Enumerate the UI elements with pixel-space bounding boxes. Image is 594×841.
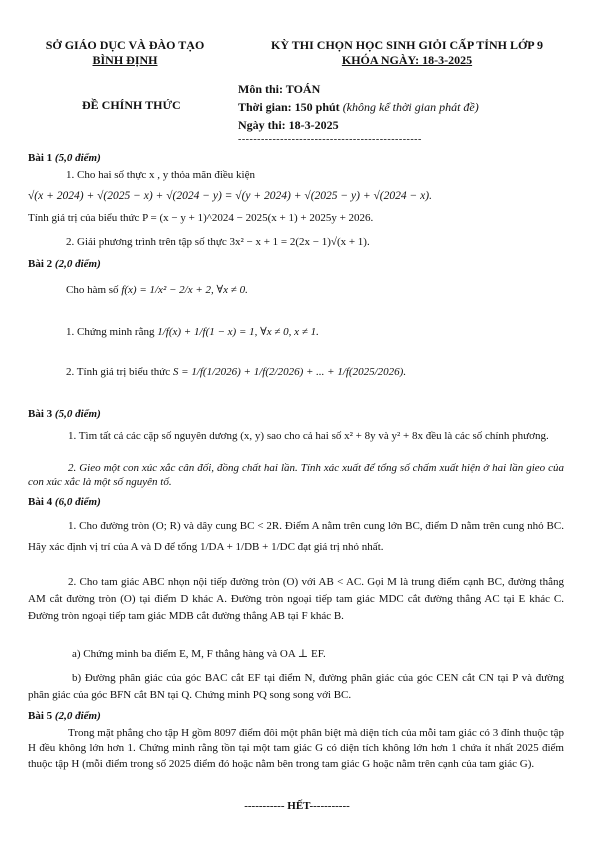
bai1-points: (5,0 điểm) [54, 152, 101, 164]
bai4-part2b: b) Đường phân giác của góc BAC cắt EF tại điểm N, đường phân giác của góc CEN cắt CN tại P và đường phân giác của góc BFN cắt BN tại Q. Chứng minh PQ song song với BC. [28, 672, 564, 702]
bai1-question: Tính giá trị của biểu thức P = (x − y + 1)^2024 − 2025(x + 1) + 2025y + 2026. [28, 212, 374, 224]
official-label: ĐỀ CHÍNH THỨC [82, 98, 181, 112]
exam-session-date: KHÓA NGÀY: 18-3-2025 [341, 53, 473, 67]
bai2-part2-equation: S = 1/f(1/2026) + 1/f(2/2026) + ... + 1/f(2025/2026). [172, 366, 407, 378]
bai2-function: f(x) = 1/x² − 2/x + 2, ∀x ≠ 0. [121, 284, 248, 296]
bai5-body: Trong mặt phẳng cho tập H gồm 8097 điểm đôi một phân biệt mà diện tích của mỗi tam giác có 3 đỉnh thuộc tập H đều không lớn hơn 1. Chứng minh rằng tồn tại một tam giác G có diện tích không lớn hơn 1 chứa ít nhất 2025 điểm thuộc tập H (mỗi điểm trong số 2025 điểm đó hoặc nằm bên trong tam giác G hoặc nằm trên cạnh của tam giác G). [28, 727, 564, 770]
bai5-points: (2,0 điểm) [54, 710, 101, 722]
bai4-part2a: a) Chứng minh ba điểm E, M, F thẳng hàng và OA ⊥ EF. [72, 648, 326, 660]
bai2-part1-line [66, 326, 319, 340]
bai1-title: Bài 1 [28, 152, 53, 164]
bai2-title: Bài 2 [28, 258, 53, 270]
time-label: Thời gian: 150 phút [238, 100, 340, 114]
header-rule: ------------------------------------------------ [238, 134, 422, 145]
bai4-points: (6,0 điểm) [54, 496, 101, 508]
department-name [40, 38, 210, 68]
bai4-part2: 2. Cho tam giác ABC nhọn nội tiếp đường tròn (O) với AB < AC. Gọi M là trung điểm cạnh BC, đường thẳng AM cắt đường tròn (O) tại điểm D khác A. Đường tròn ngoại tiếp tam giác MDC cắt đường thẳng AC tại E khác C. Đường tròn ngoại tiếp tam giác MDB cắt đường thẳng AB tại F khác B. [28, 576, 564, 623]
time-note: (không kể thời gian phát đề) [342, 100, 479, 114]
bai3-heading [28, 408, 101, 422]
exam-title-block [232, 38, 582, 68]
bai2-intro: Cho hàm số [66, 284, 119, 296]
bai1-part2: 2. Giải phương trình trên tập số thực 3x² − x + 1 = 2(2x − 1)√(x + 1). [66, 236, 370, 248]
bai2-heading [28, 258, 101, 272]
bai2-points: (2,0 điểm) [54, 258, 101, 270]
bai1-equation: √(x + 2024) + √(2025 − x) + √(2024 − y) = √(y + 2024) + √(2025 − y) + √(2024 − x). [28, 190, 432, 202]
bai2-function-line [66, 284, 248, 298]
bai2-part2-label: 2. Tính giá trị biểu thức [66, 366, 171, 378]
department-line-1: SỞ GIÁO DỤC VÀ ĐÀO TẠO [45, 38, 205, 52]
bai4-part1: 1. Cho đường tròn (O; R) và dây cung BC < 2R. Điểm A nằm trên cung lớn BC, điểm D nằm trên cung nhỏ BC. Hãy xác định vị trí của A và D để tổng 1/DA + 1/DB + 1/DC đạt giá trị nhỏ nhất. [28, 520, 564, 553]
bai5-heading [28, 710, 101, 724]
bai3-title: Bài 3 [28, 408, 53, 420]
bai2-part2-line [66, 366, 406, 380]
time-line [238, 100, 479, 115]
bai3-part1: 1. Tìm tất cả các cặp số nguyên dương (x, y) sao cho cả hai số x² + 8y và y² + 8x đều là các số chính phương. [68, 430, 549, 442]
bai2-part1-label: 1. Chứng minh rằng [66, 326, 155, 338]
bai3-points: (5,0 điểm) [54, 408, 101, 420]
end-marker: ----------- HẾT----------- [244, 800, 350, 812]
bai3-part2: 2. Gieo một con xúc xắc cân đối, đồng chất hai lần. Tính xác xuất để tổng số chấm xuất hiện ở hai lần gieo của con xúc xắc là một số nguyên tố. [28, 462, 564, 488]
bai4-heading [28, 496, 101, 510]
bai1-heading [28, 152, 101, 166]
bai2-part1-equation: 1/f(x) + 1/f(1 − x) = 1, ∀x ≠ 0, x ≠ 1. [157, 326, 319, 338]
subject-label: Môn thi: TOÁN [238, 82, 321, 96]
exam-title: KỲ THI CHỌN HỌC SINH GIỎI CẤP TỈNH LỚP 9 [271, 38, 543, 52]
department-line-2: BÌNH ĐỊNH [92, 53, 158, 67]
bai1-intro: 1. Cho hai số thực x , y thỏa mãn điều kiện [66, 169, 255, 181]
bai4-title: Bài 4 [28, 496, 53, 508]
date-label: Ngày thi: 18-3-2025 [238, 118, 339, 132]
bai5-title: Bài 5 [28, 710, 53, 722]
